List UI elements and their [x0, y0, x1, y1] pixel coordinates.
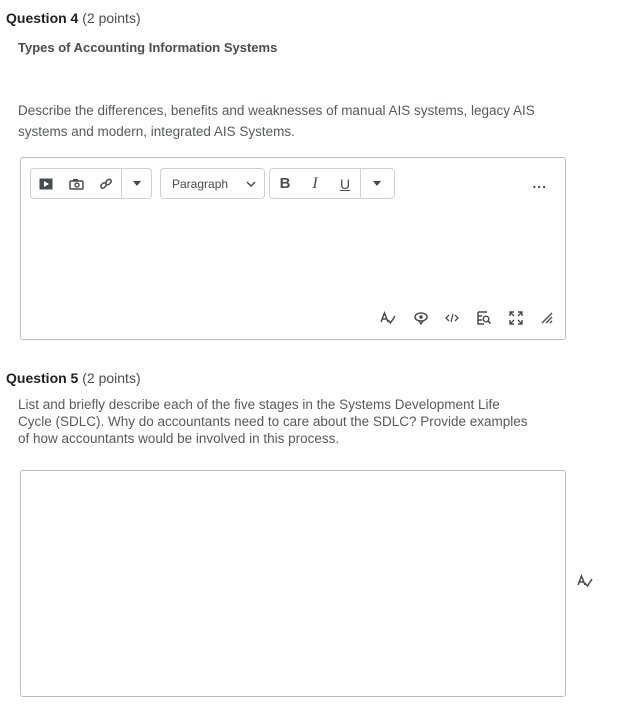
- more-actions-button[interactable]: ...: [532, 175, 547, 191]
- block-format-group: [160, 168, 265, 199]
- insert-more-dropdown[interactable]: [121, 169, 151, 198]
- question-4-prompt-line: systems and modern, integrated AIS Systems.: [18, 124, 295, 139]
- accessibility-checker-button[interactable]: [413, 310, 429, 326]
- formatting-group: [269, 168, 395, 199]
- question-4-subtitle: Types of Accounting Information Systems: [18, 40, 278, 55]
- resize-handle[interactable]: [539, 310, 555, 326]
- bold-button[interactable]: B: [279, 175, 291, 192]
- insert-video-button[interactable]: [31, 169, 61, 198]
- spellcheck-icon: [577, 574, 593, 588]
- block-format-select[interactable]: [161, 169, 264, 198]
- caret-down-icon: [133, 181, 141, 186]
- insert-image-button[interactable]: [61, 169, 91, 198]
- question-5-prompt-line: List and briefly describe each of the five stages in the Systems Development Life: [18, 397, 500, 412]
- question-5-spellcheck-button[interactable]: [577, 574, 593, 588]
- underline-button[interactable]: U: [339, 175, 351, 192]
- link-icon: [99, 177, 113, 191]
- insert-link-button[interactable]: [91, 169, 121, 198]
- camera-icon: [69, 178, 84, 190]
- preview-button[interactable]: [476, 310, 492, 326]
- question-5-label: Question 5: [6, 370, 79, 386]
- insert-toolbar-group: [30, 168, 152, 199]
- play-box-icon: [39, 178, 53, 190]
- question-5-prompt-line: Cycle (SDLC). Why do accountants need to care about the SDLC? Provide examples: [18, 414, 528, 429]
- caret-down-icon: [373, 181, 381, 186]
- question-5-prompt: [18, 396, 528, 447]
- block-format-value: Paragraph: [172, 176, 229, 191]
- question-4-title: [6, 10, 141, 26]
- source-code-icon: [445, 313, 459, 323]
- italic-button[interactable]: I: [312, 174, 318, 192]
- spellcheck-button[interactable]: [380, 310, 396, 326]
- question-5-points: (2 points): [82, 370, 141, 386]
- preview-icon: [477, 311, 491, 325]
- question-4-points: (2 points): [82, 10, 141, 26]
- format-more-dropdown[interactable]: [360, 169, 392, 198]
- accessibility-check-icon: [414, 311, 428, 325]
- question-4-rich-text-editor[interactable]: [20, 157, 566, 340]
- question-4-label: Question 4: [6, 10, 79, 26]
- source-code-button[interactable]: [444, 310, 460, 326]
- resize-handle-icon: [540, 311, 554, 325]
- question-5-prompt-line: of how accountants would be involved in this process.: [18, 431, 340, 446]
- question-4-prompt: [18, 100, 535, 142]
- question-5-title: [6, 370, 141, 386]
- chevron-down-icon: [246, 181, 256, 187]
- fullscreen-button[interactable]: [508, 310, 524, 326]
- fullscreen-icon: [509, 311, 523, 325]
- spellcheck-icon: [380, 311, 396, 325]
- question-4-prompt-line: Describe the differences, benefits and weaknesses of manual AIS systems, legacy AIS: [18, 103, 535, 118]
- question-5-answer-textarea[interactable]: [20, 470, 566, 697]
